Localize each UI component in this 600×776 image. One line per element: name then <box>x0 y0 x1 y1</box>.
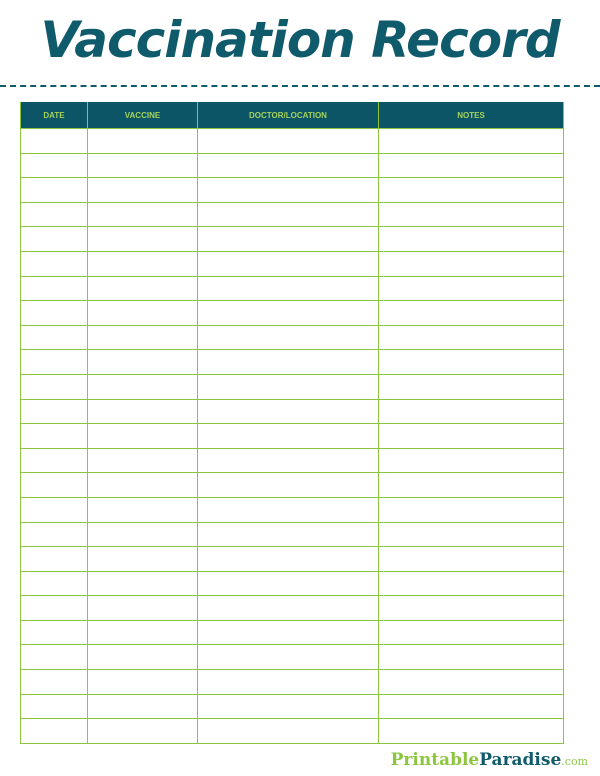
notes-cell[interactable] <box>379 670 564 695</box>
date-cell[interactable] <box>21 620 88 645</box>
notes-cell[interactable] <box>379 251 564 276</box>
notes-cell[interactable] <box>379 276 564 301</box>
table-row <box>21 497 564 522</box>
table-row <box>21 694 564 719</box>
notes-cell[interactable] <box>379 473 564 498</box>
table-row <box>21 448 564 473</box>
vaccine-cell[interactable] <box>88 522 198 547</box>
doctor-location-cell[interactable] <box>198 350 379 375</box>
date-cell[interactable] <box>21 596 88 621</box>
brand-logo <box>391 750 588 770</box>
brand-suffix: .com <box>561 755 588 768</box>
notes-cell[interactable] <box>379 596 564 621</box>
date-cell[interactable] <box>21 645 88 670</box>
date-cell[interactable] <box>21 325 88 350</box>
date-cell[interactable] <box>21 497 88 522</box>
doctor-location-cell[interactable] <box>198 719 379 744</box>
table-row <box>21 424 564 449</box>
column-header-notes: NOTES <box>379 102 564 129</box>
brand-part1: Printable <box>390 750 480 770</box>
doctor-location-cell[interactable] <box>198 694 379 719</box>
date-cell[interactable] <box>21 694 88 719</box>
vaccine-cell[interactable] <box>88 473 198 498</box>
table-row <box>21 301 564 326</box>
date-cell[interactable] <box>21 473 88 498</box>
date-cell[interactable] <box>21 227 88 252</box>
table-row <box>21 350 564 375</box>
table-row <box>21 374 564 399</box>
notes-cell[interactable] <box>379 129 564 154</box>
notes-cell[interactable] <box>379 399 564 424</box>
doctor-location-cell[interactable] <box>198 325 379 350</box>
doctor-location-cell[interactable] <box>198 301 379 326</box>
date-cell[interactable] <box>21 424 88 449</box>
date-cell[interactable] <box>21 719 88 744</box>
table-row <box>21 571 564 596</box>
date-cell[interactable] <box>21 153 88 178</box>
vaccine-cell[interactable] <box>88 153 198 178</box>
doctor-location-cell[interactable] <box>198 424 379 449</box>
column-header-doctor-location: DOCTOR/LOCATION <box>198 102 379 129</box>
dashed-divider <box>0 85 600 87</box>
doctor-location-cell[interactable] <box>198 547 379 572</box>
doctor-location-cell[interactable] <box>198 448 379 473</box>
doctor-location-cell[interactable] <box>198 596 379 621</box>
vaccine-cell[interactable] <box>88 448 198 473</box>
doctor-location-cell[interactable] <box>198 227 379 252</box>
date-cell[interactable] <box>21 129 88 154</box>
date-cell[interactable] <box>21 301 88 326</box>
vaccine-cell[interactable] <box>88 719 198 744</box>
doctor-location-cell[interactable] <box>198 399 379 424</box>
notes-cell[interactable] <box>379 694 564 719</box>
table-row <box>21 522 564 547</box>
notes-cell[interactable] <box>379 448 564 473</box>
table-row <box>21 719 564 744</box>
table-row <box>21 620 564 645</box>
notes-cell[interactable] <box>379 645 564 670</box>
notes-cell[interactable] <box>379 424 564 449</box>
vaccine-cell[interactable] <box>88 547 198 572</box>
table-row <box>21 178 564 203</box>
doctor-location-cell[interactable] <box>198 473 379 498</box>
date-cell[interactable] <box>21 178 88 203</box>
doctor-location-cell[interactable] <box>198 276 379 301</box>
date-cell[interactable] <box>21 202 88 227</box>
vaccine-cell[interactable] <box>88 251 198 276</box>
table-row <box>21 251 564 276</box>
vaccine-cell[interactable] <box>88 620 198 645</box>
date-cell[interactable] <box>21 374 88 399</box>
table-row <box>21 645 564 670</box>
doctor-location-cell[interactable] <box>198 202 379 227</box>
vaccine-cell[interactable] <box>88 301 198 326</box>
notes-cell[interactable] <box>379 202 564 227</box>
vaccine-cell[interactable] <box>88 350 198 375</box>
vaccine-cell[interactable] <box>88 202 198 227</box>
table-row <box>21 547 564 572</box>
table-row <box>21 670 564 695</box>
notes-cell[interactable] <box>379 620 564 645</box>
doctor-location-cell[interactable] <box>198 374 379 399</box>
table-body <box>21 129 564 744</box>
notes-cell[interactable] <box>379 522 564 547</box>
vaccine-cell[interactable] <box>88 227 198 252</box>
vaccine-cell[interactable] <box>88 374 198 399</box>
table-row <box>21 325 564 350</box>
vaccine-cell[interactable] <box>88 424 198 449</box>
notes-cell[interactable] <box>379 374 564 399</box>
notes-cell[interactable] <box>379 719 564 744</box>
brand-part2: Paradise <box>479 750 562 770</box>
table-row <box>21 153 564 178</box>
vaccine-cell[interactable] <box>88 399 198 424</box>
notes-cell[interactable] <box>379 227 564 252</box>
table-header-row <box>21 102 564 129</box>
table-row <box>21 399 564 424</box>
doctor-location-cell[interactable] <box>198 178 379 203</box>
table-row <box>21 596 564 621</box>
date-cell[interactable] <box>21 670 88 695</box>
notes-cell[interactable] <box>379 547 564 572</box>
doctor-location-cell[interactable] <box>198 620 379 645</box>
date-cell[interactable] <box>21 251 88 276</box>
date-cell[interactable] <box>21 571 88 596</box>
column-header-vaccine: VACCINE <box>88 102 198 129</box>
date-cell[interactable] <box>21 399 88 424</box>
vaccine-cell[interactable] <box>88 596 198 621</box>
notes-cell[interactable] <box>379 301 564 326</box>
notes-cell[interactable] <box>379 325 564 350</box>
doctor-location-cell[interactable] <box>198 153 379 178</box>
date-cell[interactable] <box>21 276 88 301</box>
vaccine-cell[interactable] <box>88 645 198 670</box>
vaccine-cell[interactable] <box>88 325 198 350</box>
vaccine-cell[interactable] <box>88 276 198 301</box>
vaccine-cell[interactable] <box>88 497 198 522</box>
table-row <box>21 276 564 301</box>
table-row <box>21 202 564 227</box>
notes-cell[interactable] <box>379 153 564 178</box>
doctor-location-cell[interactable] <box>198 129 379 154</box>
table-row <box>21 473 564 498</box>
page-title: Vaccination Record <box>40 11 560 69</box>
vaccine-cell[interactable] <box>88 129 198 154</box>
table-row <box>21 227 564 252</box>
table-row <box>21 129 564 154</box>
doctor-location-cell[interactable] <box>198 497 379 522</box>
notes-cell[interactable] <box>379 350 564 375</box>
column-header-date: DATE <box>21 102 88 129</box>
vaccine-cell[interactable] <box>88 571 198 596</box>
notes-cell[interactable] <box>379 178 564 203</box>
doctor-location-cell[interactable] <box>198 251 379 276</box>
vaccine-cell[interactable] <box>88 670 198 695</box>
date-cell[interactable] <box>21 448 88 473</box>
notes-cell[interactable] <box>379 571 564 596</box>
doctor-location-cell[interactable] <box>198 670 379 695</box>
doctor-location-cell[interactable] <box>198 645 379 670</box>
notes-cell[interactable] <box>379 497 564 522</box>
date-cell[interactable] <box>21 350 88 375</box>
vaccine-cell[interactable] <box>88 178 198 203</box>
date-cell[interactable] <box>21 547 88 572</box>
doctor-location-cell[interactable] <box>198 522 379 547</box>
doctor-location-cell[interactable] <box>198 571 379 596</box>
vaccination-table <box>20 102 564 744</box>
vaccine-cell[interactable] <box>88 694 198 719</box>
date-cell[interactable] <box>21 522 88 547</box>
